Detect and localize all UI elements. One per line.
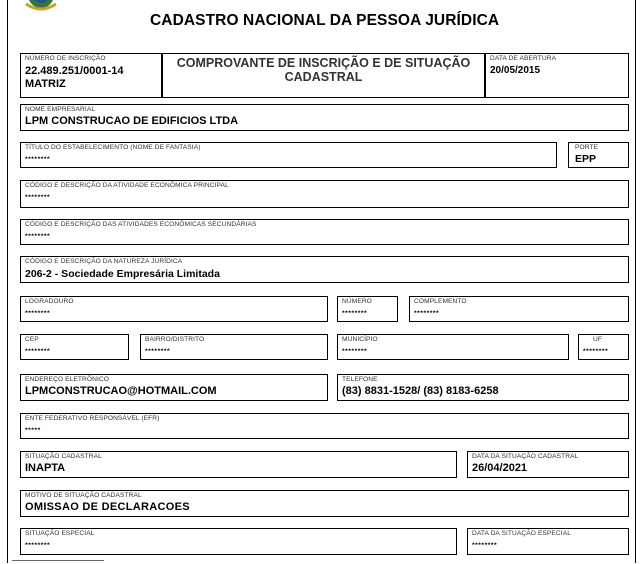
data-abertura-label: DATA DE ABERTURA [490, 55, 557, 62]
nome-fantasia-value: ******** [25, 156, 51, 163]
inscricao-type: MATRIZ [25, 78, 66, 90]
atividade-principal-value: ******** [25, 194, 51, 201]
motivo-value: OMISSAO DE DECLARACOES [25, 501, 190, 513]
complemento-value: ******** [414, 310, 440, 317]
situacao-especial-value: ******** [25, 542, 51, 549]
atividade-principal-label: CÓDIGO E DESCRIÇÃO DA ATIVIDADE ECONÔMICA PRINCIPAL [25, 182, 229, 189]
efr-box [20, 413, 629, 439]
uf-box [578, 334, 629, 360]
uf-value: ******** [583, 348, 609, 355]
telefone-label: TELEFONE [342, 376, 378, 383]
coat-of-arms-emblem [20, 0, 62, 14]
porte-value: EPP [575, 153, 597, 165]
data-situacao-especial-label: DATA DA SITUAÇÃO ESPECIAL [472, 530, 571, 537]
inscricao-label: NÚMERO DE INSCRIÇÃO [25, 55, 106, 62]
situacao-cadastral-box [20, 451, 457, 478]
page-title: CADASTRO NACIONAL DA PESSOA JURÍDICA [150, 12, 500, 29]
logradouro-box [20, 296, 328, 322]
cep-value: ******** [25, 348, 51, 355]
logradouro-value: ******** [25, 310, 51, 317]
atividades-secundarias-label: CÓDIGO E DESCRIÇÃO DAS ATIVIDADES ECONÔMICAS SECUNDÁRIAS [25, 221, 257, 228]
situacao-especial-box [20, 528, 457, 555]
situacao-cadastral-label: SITUAÇÃO CADASTRAL [25, 453, 102, 460]
nome-empresarial-value: LPM CONSTRUCAO DE EDIFICIOS LTDA [25, 115, 239, 127]
numero-label: NÚMERO [342, 298, 372, 305]
municipio-value: ******** [342, 348, 368, 355]
email-value: LPMCONSTRUCAO@HOTMAIL.COM [25, 385, 217, 397]
atividades-secundarias-box [20, 219, 629, 245]
efr-value: ***** [25, 427, 41, 434]
natureza-juridica-label: CÓDIGO E DESCRIÇÃO DA NATUREZA JURÍDICA [25, 258, 183, 265]
email-label: ENDEREÇO ELETRÔNICO [25, 376, 109, 383]
telefone-value: (83) 8831-1528/ (83) 8183-6258 [342, 385, 499, 397]
nome-empresarial-label: NOME EMPRESARIAL [25, 106, 96, 113]
inscricao-number: 22.489.251/0001-14 [25, 65, 124, 77]
atividades-secundarias-value: ******** [25, 233, 51, 240]
cep-box [20, 334, 129, 360]
efr-label: ENTE FEDERATIVO RESPONSÁVEL (EFR) [25, 415, 160, 422]
data-situacao-label: DATA DA SITUAÇÃO CADASTRAL [472, 453, 579, 460]
email-box [20, 374, 328, 401]
motivo-label: MOTIVO DE SITUAÇÃO CADASTRAL [25, 492, 142, 499]
comprovante-title-line1: COMPROVANTE DE INSCRIÇÃO E DE SITUAÇÃO [176, 56, 471, 70]
porte-label: PORTE [575, 144, 599, 151]
comprovante-title-line2: CADASTRAL [284, 70, 363, 84]
data-situacao-especial-box [467, 528, 629, 555]
bairro-value: ******** [145, 348, 171, 355]
situacao-cadastral-value: INAPTA [25, 462, 66, 474]
comprovante-title [163, 56, 484, 84]
inscricao-box [20, 53, 162, 98]
cep-label: CEP [25, 336, 39, 343]
nome-fantasia-label: TÍTULO DO ESTABELECIMENTO (NOME DE FANTASIA) [25, 144, 201, 151]
porte-box [568, 142, 629, 168]
motivo-box [20, 490, 629, 517]
data-situacao-especial-value: ******** [472, 542, 498, 549]
comprovante-box [162, 53, 485, 98]
natureza-juridica-box [20, 256, 629, 283]
complemento-label: COMPLEMENTO [414, 298, 467, 305]
nome-fantasia-box [20, 142, 557, 168]
atividade-principal-box [20, 180, 629, 208]
complemento-box [409, 296, 629, 322]
logradouro-label: LOGRADOURO [25, 298, 74, 305]
municipio-box [337, 334, 569, 360]
nome-empresarial-box [20, 104, 629, 131]
bottom-divider [12, 560, 104, 564]
bairro-box [140, 334, 328, 360]
data-situacao-value: 26/04/2021 [472, 462, 528, 474]
uf-label: UF [593, 336, 602, 343]
situacao-especial-label: SITUAÇÃO ESPECIAL [25, 530, 95, 537]
data-abertura-value: 20/05/2015 [490, 65, 541, 76]
data-abertura-box [485, 53, 629, 98]
telefone-box [337, 374, 629, 401]
municipio-label: MUNICÍPIO [342, 336, 378, 343]
bairro-label: BAIRRO/DISTRITO [145, 336, 205, 343]
numero-box [337, 296, 398, 322]
numero-value: ******** [342, 310, 368, 317]
data-situacao-box [467, 451, 629, 478]
natureza-juridica-value: 206-2 - Sociedade Empresária Limitada [25, 268, 220, 280]
